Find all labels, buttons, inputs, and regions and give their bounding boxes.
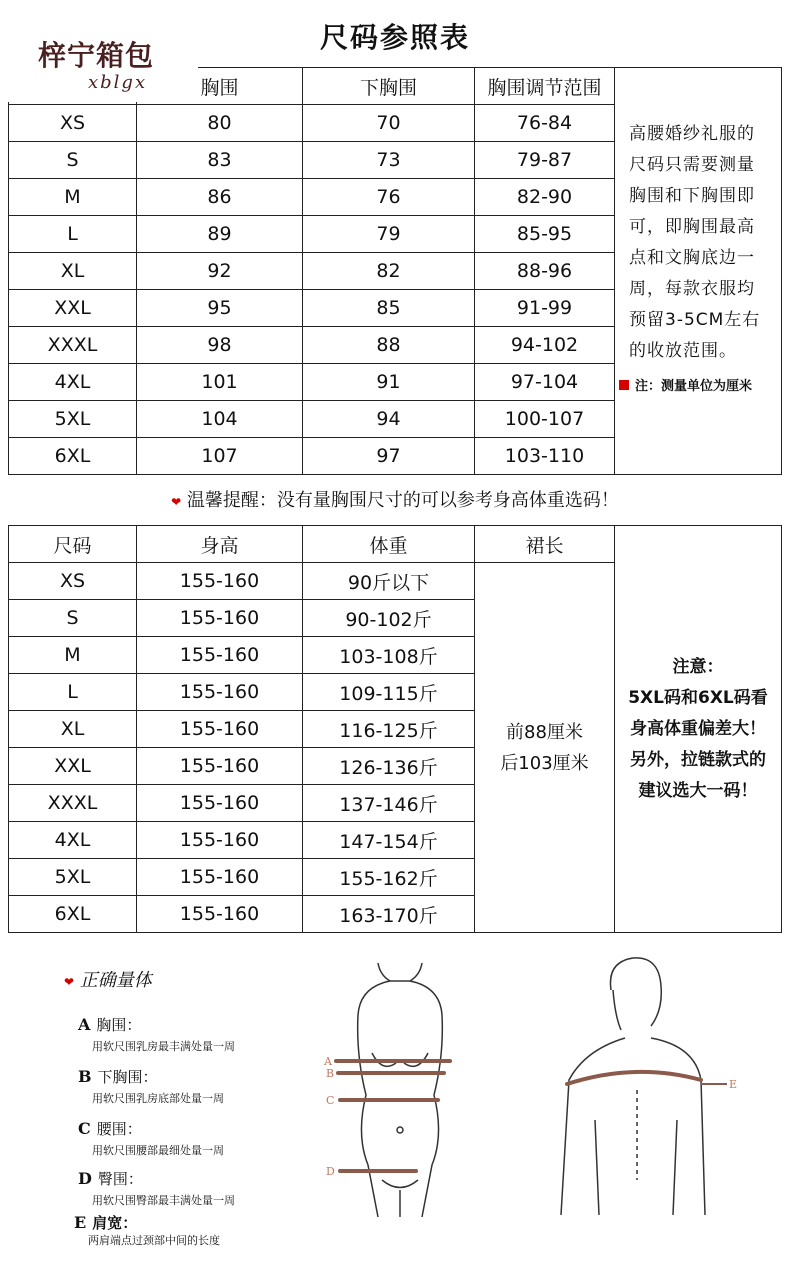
reminder [0, 486, 790, 512]
bust-size-table [8, 67, 782, 475]
cell: 85 [303, 290, 475, 327]
cell: 80 [137, 105, 303, 142]
measure-name: 肩宽： [92, 1214, 138, 1232]
cell: 109-115斤 [303, 674, 475, 711]
measure-letter: B [78, 1067, 92, 1086]
back-body-figure [555, 950, 745, 1225]
cell: L [9, 674, 137, 711]
cell: 88 [303, 327, 475, 364]
cell: 90斤以下 [303, 563, 475, 600]
red-square-icon [619, 380, 629, 390]
dress-length-cell [475, 563, 615, 933]
attention-line: 另外，拉链款式的 [630, 749, 766, 770]
cell: 163-170斤 [303, 896, 475, 933]
header-bust-range: 胸围调节范围 [475, 68, 615, 105]
cell: 5XL [9, 859, 137, 896]
page-title: 尺码参照表 [319, 21, 470, 54]
header-length: 裙长 [475, 526, 615, 563]
cell: 90-102斤 [303, 600, 475, 637]
cell: 5XL [9, 401, 137, 438]
measure-name: 下胸围： [97, 1068, 158, 1086]
left-back-outline [561, 1038, 625, 1215]
height-weight-table [8, 525, 782, 933]
cell: 91-99 [475, 290, 615, 327]
cell: 116-125斤 [303, 711, 475, 748]
measure-item-shoulder [74, 1212, 137, 1233]
cell: 126-136斤 [303, 748, 475, 785]
cell: S [9, 600, 137, 637]
cell: 155-162斤 [303, 859, 475, 896]
logo-text: 梓宁箱包 [38, 39, 155, 72]
measure-desc: 用软尺围腰部最细处量一周 [92, 1144, 224, 1157]
cell: 100-107 [475, 401, 615, 438]
cell: M [9, 637, 137, 674]
cell: 4XL [9, 822, 137, 859]
header-bust: 胸围 [137, 68, 303, 105]
cell: 82 [303, 253, 475, 290]
cell: 155-160 [137, 896, 303, 933]
figure-label-c: C [326, 1094, 335, 1107]
figure-label-d: D [326, 1165, 335, 1178]
pelvis-outline [382, 1180, 418, 1188]
heart-icon: ❤ [64, 975, 75, 989]
figure-label-e: E [729, 1078, 738, 1091]
bust-header-tail [198, 67, 214, 104]
cell: 85-95 [475, 216, 615, 253]
measure-note-cell [615, 68, 782, 475]
cell: 76-84 [475, 105, 615, 142]
measure-title-text: 正确量体 [79, 970, 152, 991]
cell: 89 [137, 216, 303, 253]
cell: S [9, 142, 137, 179]
cell: 137-146斤 [303, 785, 475, 822]
right-arm-outline [673, 1120, 677, 1215]
reminder-text: 温馨提醒：没有量胸围尺寸的可以参考身高体重选码！ [186, 490, 619, 511]
cell: XL [9, 253, 137, 290]
cell: 104 [137, 401, 303, 438]
attention-note-cell [615, 526, 782, 933]
header-height: 身高 [137, 526, 303, 563]
cell: 103-110 [475, 438, 615, 475]
measure-letter: C [78, 1119, 91, 1138]
cell: 94 [303, 401, 475, 438]
cell: 91 [303, 364, 475, 401]
cell: 155-160 [137, 600, 303, 637]
cell: 101 [137, 364, 303, 401]
cell: 155-160 [137, 674, 303, 711]
cell: 79-87 [475, 142, 615, 179]
tape-lines [336, 1061, 450, 1171]
cell: L [9, 216, 137, 253]
cell: 82-90 [475, 179, 615, 216]
cell: XL [9, 711, 137, 748]
attention-line: 建议选大一码！ [638, 780, 758, 801]
head-outline [610, 958, 661, 1026]
cell: 155-160 [137, 637, 303, 674]
cell: XXXL [9, 785, 137, 822]
cell: 155-160 [137, 748, 303, 785]
length-front: 前88厘米 [506, 721, 583, 743]
front-body-figure [320, 955, 480, 1225]
measure-name: 腰围： [96, 1120, 142, 1138]
cell: 155-160 [137, 859, 303, 896]
cell: XS [9, 105, 137, 142]
measure-letter: A [78, 1015, 91, 1034]
cell: 107 [137, 438, 303, 475]
cell: 6XL [9, 896, 137, 933]
measure-letter: D [78, 1169, 92, 1188]
cell: 83 [137, 142, 303, 179]
left-arm-outline [595, 1120, 599, 1215]
cell: XXXL [9, 327, 137, 364]
measure-desc: 用软尺围臀部最丰满处量一周 [92, 1194, 235, 1207]
header-size: 尺码 [9, 526, 137, 563]
measure-item-bust [78, 1014, 141, 1035]
cell: 79 [303, 216, 475, 253]
cell: 92 [137, 253, 303, 290]
cell: 97-104 [475, 364, 615, 401]
cell: 70 [303, 105, 475, 142]
heart-icon: ❤ [171, 495, 182, 509]
cell: 94-102 [475, 327, 615, 364]
figure-label-b: B [326, 1067, 335, 1080]
measure-name: 胸围： [96, 1016, 142, 1034]
cell: 95 [137, 290, 303, 327]
measure-item-underbust [78, 1066, 158, 1087]
cell: XXL [9, 290, 137, 327]
measure-desc: 两肩端点过颈部中间的长度 [88, 1234, 220, 1247]
measure-letter: E [74, 1213, 87, 1232]
logo-subtext: xblgx [88, 72, 148, 93]
cell: 147-154斤 [303, 822, 475, 859]
header-underbust: 下胸围 [303, 68, 475, 105]
cell: 6XL [9, 438, 137, 475]
cell: 103-108斤 [303, 637, 475, 674]
cell: 155-160 [137, 785, 303, 822]
measure-name: 臀围： [97, 1170, 143, 1188]
cell: 73 [303, 142, 475, 179]
cell: XS [9, 563, 137, 600]
measure-note: 高腰婚纱礼服的尺码只需要测量胸围和下胸围即可，即胸围最高点和文胸底边一周，每款衣服均预留3-5CM左右的收放范围。 [629, 124, 761, 361]
cell: 97 [303, 438, 475, 475]
measure-item-waist [78, 1118, 142, 1139]
hair-outline [613, 990, 621, 1030]
cell: M [9, 179, 137, 216]
navel [397, 1127, 403, 1133]
cell: 76 [303, 179, 475, 216]
table-header-row [9, 526, 782, 563]
unit-note [615, 367, 781, 394]
cell: 155-160 [137, 563, 303, 600]
figure-label-a: A [324, 1055, 332, 1068]
measure-desc: 用软尺围乳房底部处量一周 [92, 1092, 224, 1105]
measure-desc: 用软尺围乳房最丰满处量一周 [92, 1040, 235, 1053]
cell: 86 [137, 179, 303, 216]
cell: 155-160 [137, 822, 303, 859]
attention-line: 5XL码和6XL码看 [628, 687, 768, 708]
cell: 98 [137, 327, 303, 364]
unit-note-text: 注：测量单位为厘米 [635, 379, 753, 394]
cell: 155-160 [137, 711, 303, 748]
right-back-outline [651, 1038, 705, 1215]
attention-title: 注意： [672, 656, 724, 677]
measure-item-hip [78, 1168, 143, 1189]
tape-shoulder-line [567, 1072, 701, 1084]
cell: 88-96 [475, 253, 615, 290]
header-weight: 体重 [303, 526, 475, 563]
length-back: 后103厘米 [500, 752, 589, 774]
cell: XXL [9, 748, 137, 785]
attention-line: 身高体重偏差大！ [630, 718, 766, 739]
neck-outline [378, 963, 422, 981]
measure-title [64, 966, 152, 992]
cell: 4XL [9, 364, 137, 401]
